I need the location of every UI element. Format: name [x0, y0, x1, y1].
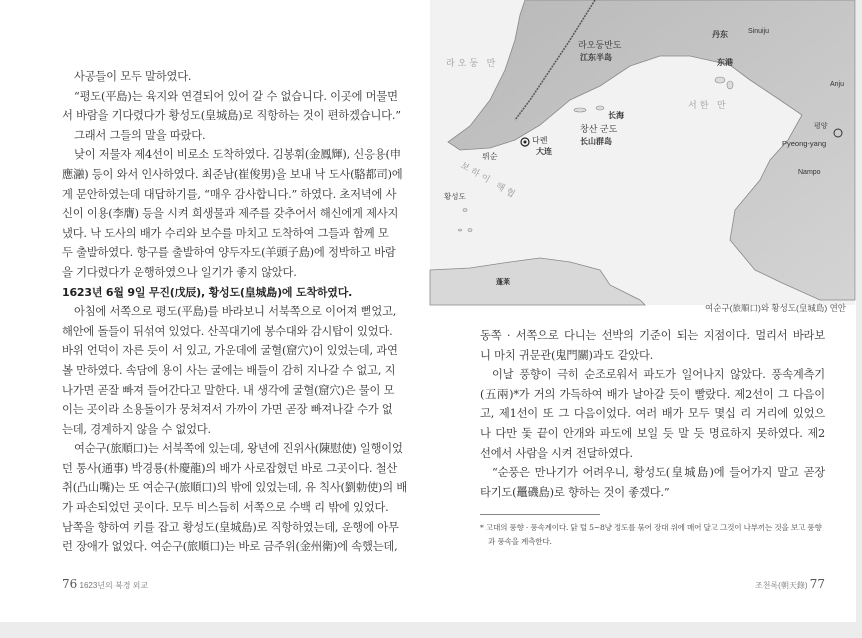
page-number: 77	[809, 577, 825, 591]
label-changhai: 长海	[608, 111, 624, 120]
label-hwangseongdo: 황성도	[444, 192, 466, 201]
text-line: 낮이 저물자 제4선이 비로소 도착하였다. 김봉휘(金鳳輝), 신응용(申	[74, 148, 401, 162]
label-penglai: 蓬莱	[496, 279, 510, 286]
text-line: 그래서 그들의 말을 따랐다.	[74, 128, 206, 142]
section-heading: 1623년 6월 9일 무진(戊辰), 황성도(皇城島)에 도착하였다.	[62, 285, 353, 299]
page-edge-bottom	[0, 622, 862, 638]
text-line: 여순구(旅順口)는 서북쪽에 있는데, 왕년에 진위사(陳慰使) 일행이었	[74, 442, 403, 456]
text-line: 남쪽을 향하여 키를 잡고 황성도(皇城島)로 직항하였는데, 운행에 아무	[62, 520, 399, 534]
text-line: 볼 만하였다. 속담에 용이 사는 굴에는 배들이 감히 지나갈 수 없고, 지	[62, 363, 396, 377]
text-line: 는데, 경계하지 않을 수 없었다.	[62, 422, 211, 436]
text-line: 을 기다렸다가 운행하였으나 일기가 좋지 않았다.	[62, 265, 297, 279]
label-sinuiju: Sinuiju	[748, 28, 770, 35]
left-page	[0, 0, 430, 622]
text-line: 나가면 곧잘 빠져 들어간다고 말한다. 내 생각에 굴혈(窟穴)은 물이 모	[62, 383, 395, 397]
text-line: (五兩)*가 거의 가득하여 배가 날아갈 듯이 빨랐다. 제2선이 그 다음이	[480, 387, 825, 401]
label-pyongyang: Pyeong-yang	[782, 139, 827, 148]
text-line: 냈다. 낙 도사의 배가 수리와 보수를 마치고 도착하여 그들과 함께 모	[62, 226, 389, 240]
text-line: 동쪽 · 서쪽으로 다니는 선박의 기준이 되는 지점이다. 멀리서 바라보	[480, 329, 825, 342]
text-line: “순풍은 만나기가 어려우니, 황성도(皇城島)에 들어가지 말고 곧장	[492, 466, 825, 480]
label-changshan-zh: 长山群岛	[580, 137, 612, 146]
label-dandong: 丹东	[712, 30, 728, 39]
running-title: 조천록(朝天錄)	[754, 581, 808, 590]
text-line: 던 통사(通事) 박경룡(朴慶龍)의 배가 사로잡혔던 바로 그곳이다. 철산	[62, 461, 398, 475]
label-pyongyang-ko: 평양	[814, 123, 828, 130]
left-folio	[62, 577, 148, 591]
land-north	[448, 0, 855, 300]
text-line: 사공들이 모두 말하였다.	[74, 70, 192, 83]
text-line: 타기도(鼉磯島)로 향하는 것이 좋겠다.”	[480, 485, 670, 499]
text-line: 이날 풍향이 극히 순조로워서 파도가 일어나지 않았다. 풍속계측기	[492, 368, 825, 382]
right-folio	[700, 577, 825, 591]
label-donggang: 东港	[717, 58, 733, 67]
page-edge-right	[856, 0, 862, 638]
text-line: 바위 언덕이 자른 듯이 서 있고, 가운데에 굴혈(窟穴)이 있었는데, 과연	[62, 344, 398, 358]
land-south	[430, 258, 645, 305]
text-line: 아침에 서쪽으로 평도(平島)를 바라보니 서북쪽으로 이어져 뻗었고,	[74, 305, 397, 319]
text-line: 가 파손되었던 곳이다. 모두 비스듬히 서쪽으로 수백 리 밖에 있었다.	[62, 501, 389, 515]
label-dalian: 다롄	[532, 136, 548, 145]
text-line: 게 문안하였는데 대답하기를, “매우 감사합니다.” 하였다. 초저녁에 사	[62, 187, 397, 201]
text-line: 런 장애가 없었다. 여순구(旅順口)는 바로 금주위(金州衛)에 속했는데,	[62, 540, 398, 554]
footnote: * 고대의 풍향 · 풍속계이다. 닭 털 5~8냥 정도를 묶어 장대 위에 매어 달고 그것이 나부끼는 것을 보고 풍향과 풍속을 계측한다.	[480, 523, 822, 547]
footnote-divider	[480, 514, 600, 515]
right-page	[430, 0, 856, 622]
label-lushun: 뤼순	[482, 152, 498, 161]
text-line: 應瀜) 등이 와서 인사하였다. 최준남(崔俊男)을 보내 낙 도사(駱都司)에	[62, 167, 403, 181]
text-line: 고, 제1선이 또 그 다음이었다. 여러 배가 모두 몇십 리 거리에 있었으	[480, 407, 825, 421]
label-dalian-zh: 大连	[536, 147, 552, 156]
label-anju: Anju	[830, 81, 845, 88]
label-peninsula: 라오둥반도	[578, 40, 622, 50]
text-line: 서 바람을 기다렸다가 황성도(皇城島)로 직항하는 것이 편하겠습니다.”	[62, 109, 401, 123]
text-line: 니 마치 귀문관(鬼門關)과도 같았다.	[480, 348, 654, 362]
text-line: 취(凸山嘴)는 또 여순구(旅順口)의 밖에 있었는데, 유 칙사(劉勅使)의 배	[62, 481, 408, 495]
text-line: 선에서 사람을 시켜 전달하였다.	[480, 446, 633, 460]
text-line: 나 다만 돛 끝이 안개와 파도에 보일 듯 말 듯 명료하지 못하였다. 제2	[480, 426, 825, 440]
label-changshan: 창산 군도	[580, 124, 618, 134]
running-title: 1623년의 북경 외교	[79, 581, 149, 590]
map-caption: 여순구(旅順口)와 황성도(皇城島) 연안	[705, 303, 846, 313]
label-bohai-strait: 보하이 해협	[459, 160, 520, 201]
label-liaodong-bay: 라오둥 만	[446, 58, 499, 68]
label-west-korea-bay: 서한 만	[688, 100, 729, 110]
text-line: 이는 곳이라 소용돌이가 뭉쳐져서 가까이 가면 곧장 빠져나갈 수가 없	[62, 403, 393, 417]
left-page-body	[62, 67, 408, 557]
right-page-body	[480, 326, 825, 549]
label-peninsula-zh: 江东半岛	[580, 53, 612, 62]
page-number: 76	[62, 577, 78, 591]
text-line: 신이 이용(李膺) 등을 시켜 희생물과 제주를 갖추어서 해신에게 제사지	[62, 207, 399, 221]
text-line: 해안에 돌들이 뒤섞여 있었다. 산꼭대기에 봉수대와 감시탑이 있었다.	[62, 324, 393, 338]
text-line: 두 출발하였다. 항구를 출발하여 양두자도(羊頭子島)에 정박하고 바람	[62, 246, 396, 260]
label-nampo: Nampo	[798, 169, 821, 176]
map-figure	[430, 0, 855, 305]
text-line: “평도(平島)는 육지와 연결되어 있어 갈 수 없습니다. 이곳에 머물면	[74, 89, 398, 103]
